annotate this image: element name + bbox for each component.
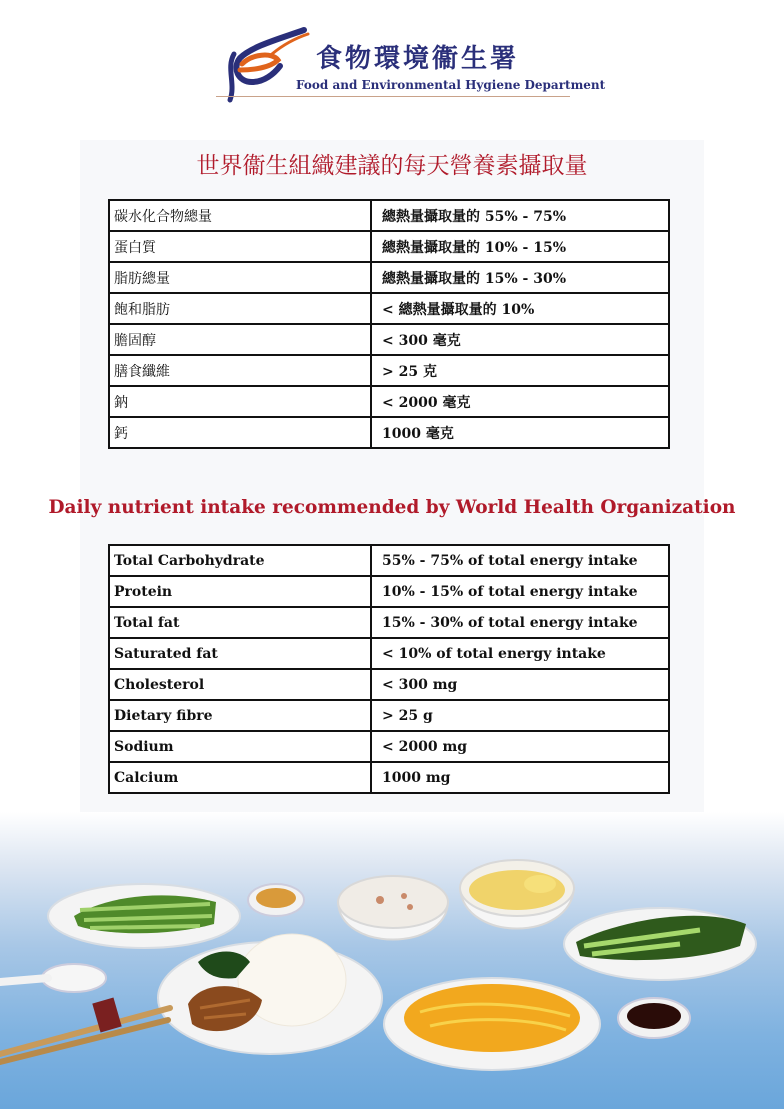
nutrient-name: Cholesterol — [109, 669, 371, 700]
greens-plate-left — [48, 884, 240, 948]
fehd-logo — [212, 24, 606, 108]
nutrient-name: 碳水化合物總量 — [109, 200, 371, 231]
table-row — [109, 386, 669, 417]
nutrient-value: 總熱量攝取量的 15% - 30% — [371, 262, 669, 293]
table-row — [109, 762, 669, 793]
nutrient-name: Dietary fibre — [109, 700, 371, 731]
table-row — [109, 638, 669, 669]
nutrient-name: Saturated fat — [109, 638, 371, 669]
nutrient-name: Total Carbohydrate — [109, 545, 371, 576]
nutrient-name: 飽和脂肪 — [109, 293, 371, 324]
table-row — [109, 669, 669, 700]
nutrient-name: 鈣 — [109, 417, 371, 448]
title-cn: 世界衞生組織建議的每天營養素攝取量 — [196, 153, 588, 179]
table-row — [109, 731, 669, 762]
nutrient-name: 膳食纖維 — [109, 355, 371, 386]
nutrient-value: < 300 mg — [371, 669, 669, 700]
table-row — [109, 607, 669, 638]
nutrient-value: < 10% of total energy intake — [371, 638, 669, 669]
nutrient-value: 1000 mg — [371, 762, 669, 793]
nutrient-name: Calcium — [109, 762, 371, 793]
nutrient-table-en — [108, 544, 670, 794]
table-row — [109, 262, 669, 293]
noodles-plate — [384, 978, 600, 1070]
nutrient-name: 蛋白質 — [109, 231, 371, 262]
spoon-and-chopsticks — [0, 964, 170, 1062]
nutrient-name: 鈉 — [109, 386, 371, 417]
nutrient-value: 總熱量攝取量的 55% - 75% — [371, 200, 669, 231]
org-name-cn: 食物環境衞生署 — [316, 44, 520, 74]
nutrient-value: < 2000 mg — [371, 731, 669, 762]
logo-rule — [216, 96, 570, 97]
nutrient-value: < 2000 毫克 — [371, 386, 669, 417]
nutrient-value: > 25 g — [371, 700, 669, 731]
rice-plate — [158, 934, 382, 1054]
sauce-dish — [248, 884, 304, 916]
table-row — [109, 200, 669, 231]
table-row — [109, 324, 669, 355]
nutrient-name: 脂肪總量 — [109, 262, 371, 293]
congee-bowl — [338, 876, 448, 940]
nutrient-table-cn — [108, 199, 670, 449]
table-row — [109, 545, 669, 576]
nutrient-value: 1000 毫克 — [371, 417, 669, 448]
food-photo — [0, 812, 784, 1109]
table-row — [109, 231, 669, 262]
nutrient-value: 10% - 15% of total energy intake — [371, 576, 669, 607]
nutrient-name: Total fat — [109, 607, 371, 638]
nutrient-value: < 總熱量攝取量的 10% — [371, 293, 669, 324]
title-en: Daily nutrient intake recommended by World Health Organization — [48, 497, 736, 518]
org-name-en: Food and Environmental Hygiene Department — [296, 78, 606, 92]
nutrient-value: 15% - 30% of total energy intake — [371, 607, 669, 638]
table-row — [109, 700, 669, 731]
greens-plate-right — [564, 908, 756, 980]
nutrient-value: < 300 毫克 — [371, 324, 669, 355]
nutrient-name: Protein — [109, 576, 371, 607]
table-row — [109, 417, 669, 448]
nutrient-value: 55% - 75% of total energy intake — [371, 545, 669, 576]
nutrient-value: > 25 克 — [371, 355, 669, 386]
nutrient-value: 總熱量攝取量的 10% - 15% — [371, 231, 669, 262]
nutrient-name: 膽固醇 — [109, 324, 371, 355]
table-row — [109, 355, 669, 386]
table-row — [109, 293, 669, 324]
soy-sauce-dish — [618, 998, 690, 1038]
noodle-soup-bowl — [460, 860, 574, 929]
nutrient-name: Sodium — [109, 731, 371, 762]
table-row — [109, 576, 669, 607]
